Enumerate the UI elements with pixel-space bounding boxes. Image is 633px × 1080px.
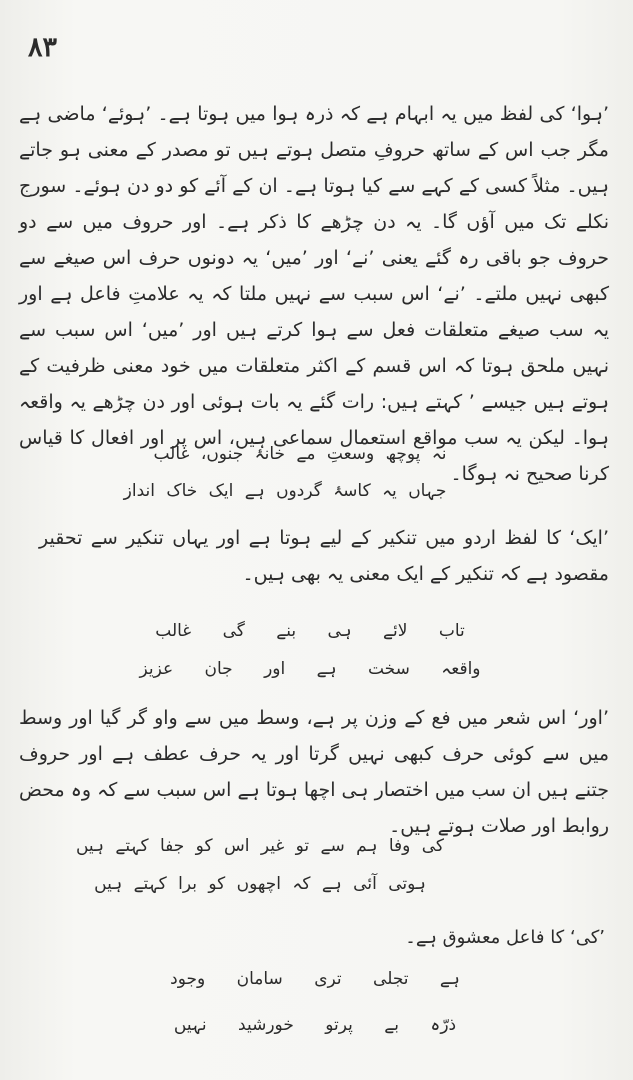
paragraph-4: ’کی‘ کا فاعل معشوق ہے۔ (405, 927, 605, 948)
paragraph-2: ’ایک‘ کا لفظ اردو میں تنکیر کے لیے ہوتا ہے اور یہاں تنکیر سے تحقیر مقصود ہے کہ تنکیر کے ایک معنی یہ بھی ہیں۔ (39, 527, 609, 585)
verse-line: کی وفا ہم سے تو غیر اس کو جفا کہتے ہیں (75, 836, 445, 856)
paragraph-3: ’اور‘ اس شعر میں فع کے وزن پر ہے، وسط میں سے واو گر گیا اور وسط میں سے کوئی حرف کبھی نہیں گرتا اور یہ حرف عطف ہے اور حروف جتنے ہیں ان سب میں اختصار ہی اچھا ہوتا ہے اس سبب سے کہ وہ محض روابط اور صلات ہوتے ہیں۔ (19, 707, 609, 837)
verse-line: ذرّہ بے پرتو خورشید نہیں (173, 1015, 457, 1035)
verse-line: ہے تجلی تری سامان وجود (170, 969, 460, 989)
page-number: ۸۳ (28, 32, 58, 63)
verse-line: تاب لائے ہی بنے گی غالب (155, 621, 465, 641)
verse-line: جہاں یہ کاسۂ گردوں ہے ایک خاک انداز (123, 481, 447, 501)
paragraph-1: ’ہوا‘ کی لفظ میں یہ ابہام ہے کہ ذرہ ہوا میں ہوتا ہے۔ ’ہوئے‘ ماضی ہے مگر جب اس کے ساتھ حروفِ متصل ہوتے ہیں تو مصدر کے معنی ہو جاتے ہیں۔ مثلاً کسی کے کہے سے کیا ہوتا ہے۔ ان کے آئے کو دو دن ہوئے۔ سورج نکلے تک میں آؤں گا۔ یہ دن چڑھے کا ذکر ہے۔ اور حروف میں سے دو حروف جو باقی رہ گئے یعنی ’نے‘ اور ’میں‘ یہ دونوں حرف اس صیغے سے کبھی نہیں ملتے۔ ’نے‘ اس سبب سے نہیں ملتا کہ یہ علامتِ فاعل ہے اور یہ سب صیغے متعلقات فعل سے ہوا کرتے ہیں اور ’میں‘ اس سبب سے نہیں ملحق ہوتا کہ اس قسم کے اکثر متعلقات میں خود معنی ظرفیت کے ہوتے ہیں جیسے ’ کہتے ہیں: رات گئے یہ بات ہوئی اور دن چڑھے یہ واقعہ ہوا۔ لیکن یہ سب مواقع استعمال سماعی ہیں، اس پر اور افعال کا قیاس کرنا صحیح نہ ہوگا۔ (19, 103, 609, 485)
verse-line: ہوتی آئی ہے کہ اچھوں کو برا کہتے ہیں (94, 874, 426, 894)
verse-line: واقعہ سخت ہے اور جان عزیز (139, 659, 481, 679)
verse-line: نہ پوچھ وسعتِ مے خانۂ جنوں، غالب (153, 444, 447, 464)
